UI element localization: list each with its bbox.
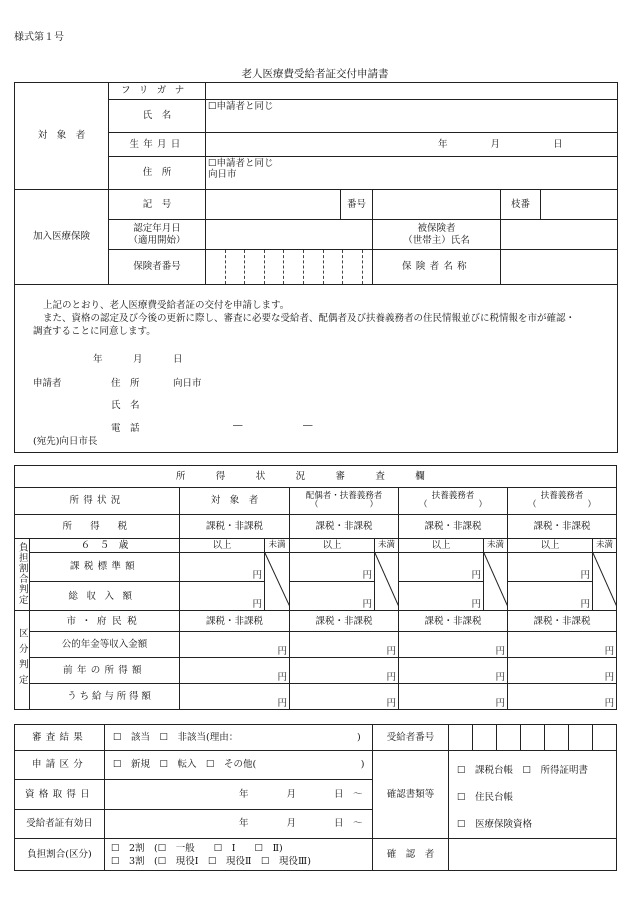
income-tax-subject[interactable]: 課税・非課税 [180,515,290,539]
jukyusha-digit-5[interactable] [545,725,569,751]
kyuyo-subject[interactable]: 円 [180,684,290,710]
name-same-checkbox[interactable]: ☐申請者と同じ [208,101,274,112]
age65-ijo-subject[interactable]: 以上 [180,539,265,553]
hokensha-no-field[interactable] [206,250,373,285]
income-tax-dependent2[interactable]: 課税・非課税 [508,515,617,539]
furigana-label: フリガナ [109,83,206,100]
col-dependent1-paren: （ ） [418,500,487,510]
kyuyo-dependent2[interactable]: 円 [508,684,617,710]
age65-miman-spouse[interactable]: 未満 [375,539,399,553]
shunyu-dependent1[interactable]: 円 [399,582,484,611]
shunyu-spouse[interactable]: 円 [290,582,375,611]
kakuninsha-label: 確 認 者 [373,839,449,871]
shinsa-result-label: 審査結果 [15,725,105,751]
shunyu-dependent2[interactable]: 円 [508,582,593,611]
address-same-checkbox[interactable]: ☐申請者と同じ [208,158,274,169]
shifu-dependent1[interactable]: 課税・非課税 [399,611,508,632]
kazei-dependent2[interactable]: 円 [508,553,593,582]
declaration-year: 年 [93,354,103,365]
age65-ijo-spouse[interactable]: 以上 [290,539,375,553]
jukyusha-no-label: 受給者番号 [373,725,449,751]
income-review-title: 所得状況審査欄 [15,466,617,488]
kakunin-docs-label: 確認書類等 [373,751,449,839]
shunyu-subject[interactable]: 円 [180,582,265,611]
col-dependent2-paren: （ ） [528,500,597,510]
insurance-group-label: 加入医療保険 [15,190,109,285]
kigo-field[interactable] [206,190,341,220]
nintei-label: 認定年月日 [133,223,181,235]
kubun-judgement-label: 区分判定 [16,627,28,690]
phone-separator-1: ― [233,420,243,431]
nenkin-subject[interactable]: 円 [180,632,290,658]
applicant-info-table [14,82,618,285]
age65-ijo-dependent2[interactable]: 以上 [508,539,593,553]
nenkin-dependent1[interactable]: 円 [399,632,508,658]
kazei-subject[interactable]: 円 [180,553,265,582]
applicant-label: 申請者 [33,378,62,389]
jukyusha-digit-1[interactable] [449,725,473,751]
nenkin-spouse[interactable]: 円 [290,632,399,658]
edaban-label: 枝番 [501,190,541,220]
nintei-sub-label: （適用開始） [128,234,186,246]
edaban-field[interactable] [541,190,618,220]
dob-month: 月 [490,138,501,150]
address-field[interactable] [206,157,618,190]
yuko-date-value[interactable]: 年 月 日 ～ [105,809,373,838]
zennen-dependent2[interactable]: 円 [508,658,617,684]
jukyusha-digit-6[interactable] [569,725,593,751]
kazei-dependent1[interactable]: 円 [399,553,484,582]
addressee: (宛先)向日市長 [33,436,98,447]
jukyusha-digit-7[interactable] [593,725,617,751]
age65-ijo-dependent1[interactable]: 以上 [399,539,484,553]
furigana-field[interactable] [206,83,618,100]
subject-group-label: 対 象 者 [15,83,109,190]
nenkin-label: 公的年金等収入金額 [30,632,180,658]
nenkin-dependent2[interactable]: 円 [508,632,617,658]
declaration-month: 月 [133,354,143,365]
declaration-day: 日 [173,354,183,365]
doc-jumin-checkbox[interactable]: ☐ 住民台帳 [457,792,514,803]
zennen-subject[interactable]: 円 [180,658,290,684]
address-label: 住 所 [109,157,206,190]
name-field[interactable] [206,100,618,133]
applicant-address-label: 住 所 [111,378,140,389]
kazei-hyojun-label: 課税標準額 [30,553,180,582]
col-spouse-header: 配偶者・扶養義務者 [305,490,383,501]
zennen-shotoku-label: 前年の所得額 [30,658,180,684]
zennen-spouse[interactable]: 円 [290,658,399,684]
jukyusha-digit-4[interactable] [521,725,545,751]
hihokensha-sub-label: （世帯主）氏名 [403,234,470,246]
income-tax-label: 所 得 税 [15,515,180,539]
applicant-phone-label: 電 話 [111,423,140,434]
shinsei-kubun-value[interactable]: ☐ 新規 ☐ 転入 ☐ その他( ) [105,751,373,780]
kigo-label: 記 号 [109,190,206,220]
kazei-spouse[interactable]: 円 [290,553,375,582]
dob-day: 日 [553,138,563,150]
age65-label: ６ ５ 歳 [30,539,180,553]
kyuyo-dependent1[interactable]: 円 [399,684,508,710]
doc-kazei-shotoku-checkbox[interactable]: ☐ 課税台帳 ☐ 所得証明書 [457,765,589,776]
shikaku-date-value[interactable]: 年 月 日 ～ [105,780,373,809]
kyuyo-shotoku-label: うち給与所得額 [30,684,180,710]
declaration-line2: また、資格の認定及び今後の更新に際し、審査に必要な受給者、配偶者及び扶養義務者の住民情報並びに税情報を市が確認・ [43,313,576,324]
address-city: 向日市 [208,169,237,181]
form-title: 老人医療費受給者証交付申請書 [241,68,389,80]
nintei-field[interactable] [206,220,373,250]
futan-kubun-label: 負担割合(区分) [15,839,105,871]
shinsei-kubun-label: 申請区分 [15,751,105,780]
futan-3wari-option[interactable]: ☐ 3割 (☐ 現役Ⅰ ☐ 現役Ⅱ ☐ 現役Ⅲ) [111,855,311,867]
applicant-address-value[interactable]: 向日市 [173,378,202,389]
hokensha-no-label: 保険者番号 [109,250,206,285]
shifu-dependent2[interactable]: 課税・非課税 [508,611,617,632]
hokensha-name-field[interactable] [501,250,618,285]
kyuyo-spouse[interactable]: 円 [290,684,399,710]
hihokensha-label: 被保険者 [417,223,456,235]
age65-miman-subject[interactable]: 未満 [265,539,290,553]
jukyusha-digit-3[interactable] [497,725,521,751]
bango-label: 番号 [341,190,373,220]
col-subject-header: 対 象 者 [180,488,290,515]
col-spouse-paren: （ ） [309,500,378,510]
declaration-line1: 上記のとおり、老人医療費受給者証の交付を申請します。 [43,300,290,311]
yuko-date-label: 受給者証有効日 [15,809,105,838]
income-review-table [14,465,617,710]
shifu-subject[interactable]: 課税・非課税 [180,611,290,632]
form-number: 様式第１号 [14,32,64,43]
office-use-table [14,724,617,871]
shifu-minzei-label: 市・府民税 [30,611,180,632]
diagonal-mark-dependent1 [484,553,508,607]
income-status-label: 所得状況 [15,488,180,515]
shifu-spouse[interactable]: 課税・非課税 [290,611,399,632]
age65-miman-dependent2[interactable]: 未満 [593,539,617,553]
diagonal-mark-spouse [375,553,399,607]
col-dependent1-header: 扶養義務者 [431,490,475,501]
shinsa-result-value[interactable]: ☐ 該当 ☐ 非該当(理由： ) [105,725,373,751]
sou-shunyu-label: 総収入額 [30,582,180,611]
hihokensha-field[interactable] [501,220,618,250]
dob-year: 年 [438,138,448,150]
age65-miman-dependent1[interactable]: 未満 [484,539,508,553]
name-label: 氏 名 [109,100,206,133]
bango-field[interactable] [373,190,501,220]
diagonal-mark-subject [265,553,290,607]
jukyusha-digit-2[interactable] [473,725,497,751]
dob-field[interactable] [206,133,618,157]
doc-iryo-hoken-checkbox[interactable]: ☐ 医療保険資格 [457,819,533,830]
phone-separator-2: ― [303,420,313,431]
income-tax-spouse[interactable]: 課税・非課税 [290,515,399,539]
applicant-name-label: 氏 名 [111,400,140,411]
declaration-box [14,283,618,453]
futan-2wari-option[interactable]: ☐ 2割 (☐ 一般 ☐ Ⅰ ☐ Ⅱ) [111,842,283,854]
col-dependent2-header: 扶養義務者 [540,490,584,501]
income-tax-dependent1[interactable]: 課税・非課税 [399,515,508,539]
declaration-line3: 調査することに同意します。 [33,326,156,337]
kakuninsha-field[interactable] [449,839,617,871]
dob-label: 生年月日 [109,133,206,157]
futan-judgement-label: 負担割合判定 [16,541,28,605]
diagonal-mark-dependent2 [593,553,617,607]
hokensha-name-label: 保険者名称 [373,250,501,285]
shikaku-date-label: 資格取得日 [15,780,105,809]
zennen-dependent1[interactable]: 円 [399,658,508,684]
